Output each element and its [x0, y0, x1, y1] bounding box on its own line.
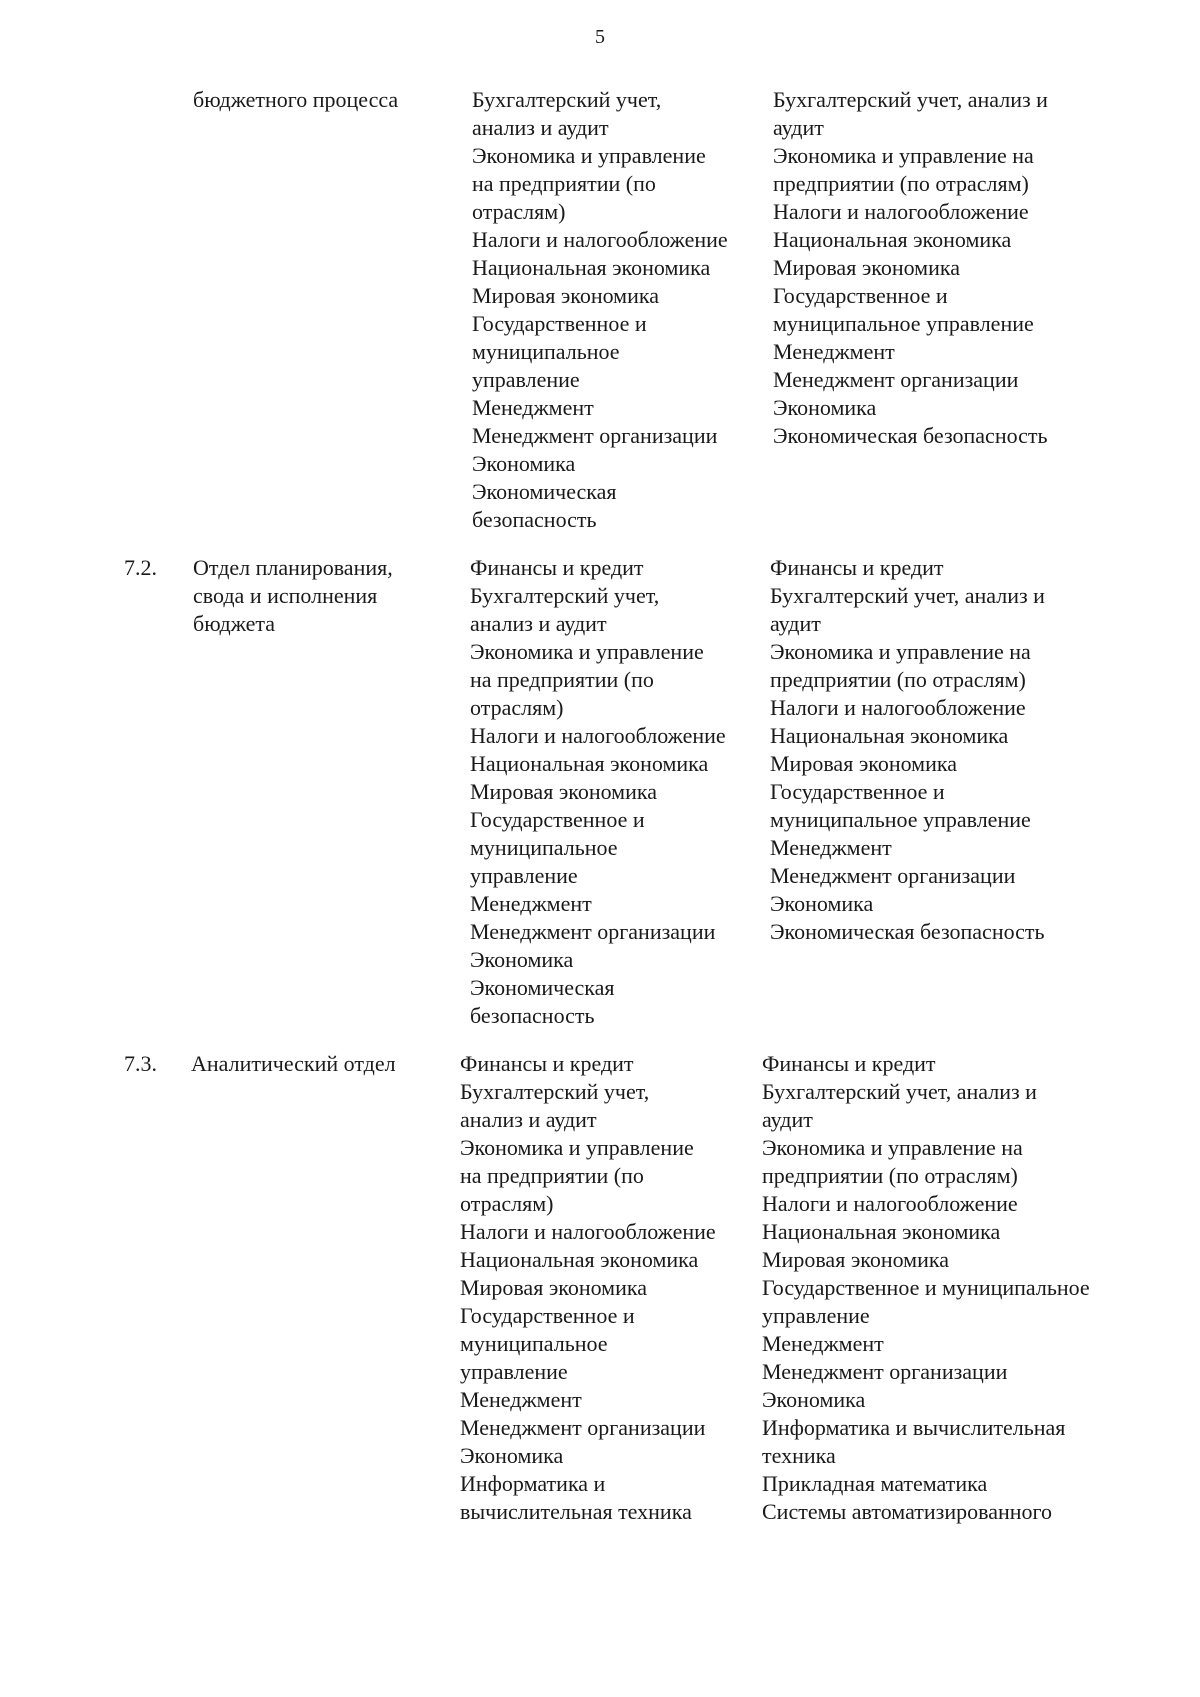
- specialty-line: Бухгалтерский учет,: [460, 1079, 650, 1104]
- specialty-line: Финансы и кредит: [762, 1051, 936, 1076]
- qualification-specialties: [770, 554, 1160, 946]
- specialty-line: Национальная экономика: [470, 751, 709, 776]
- department-line: бюджетного процесса: [193, 87, 399, 112]
- specialty-line: вычислительная техника: [460, 1499, 692, 1524]
- specialty-line: предприятии (по отраслям): [773, 171, 1029, 196]
- specialty-line: отраслям): [470, 695, 564, 720]
- specialty-line: Государственное и: [472, 311, 647, 336]
- specialty-line: Национальная экономика: [472, 255, 711, 280]
- specialty-line: Менеджмент организации: [460, 1415, 706, 1440]
- specialty-line: Финансы и кредит: [470, 555, 644, 580]
- department-line: Аналитический отдел: [191, 1051, 396, 1076]
- specialty-line: муниципальное: [460, 1331, 608, 1356]
- education-specialties: [470, 554, 770, 1030]
- specialty-line: Бухгалтерский учет,: [472, 87, 662, 112]
- education-specialties: [460, 1050, 760, 1526]
- specialty-line: Налоги и налогообложение: [472, 227, 728, 252]
- specialty-line: на предприятии (по: [460, 1163, 644, 1188]
- specialty-line: предприятии (по отраслям): [770, 667, 1026, 692]
- specialty-line: Экономика и управление на: [773, 143, 1034, 168]
- specialty-line: анализ и аудит: [470, 611, 607, 636]
- specialty-line: Экономическая безопасность: [770, 919, 1045, 944]
- specialty-line: Финансы и кредит: [770, 555, 944, 580]
- specialty-line: на предприятии (по: [472, 171, 656, 196]
- specialty-line: Государственное и: [460, 1303, 635, 1328]
- specialty-line: муниципальное: [470, 835, 618, 860]
- specialty-line: Мировая экономика: [762, 1247, 949, 1272]
- specialty-line: Мировая экономика: [773, 255, 960, 280]
- specialty-line: Экономика и управление на: [762, 1135, 1023, 1160]
- specialty-line: Экономическая безопасность: [773, 423, 1048, 448]
- specialty-line: Экономика: [460, 1443, 564, 1468]
- specialty-line: отраслям): [472, 199, 566, 224]
- specialty-line: Экономика: [762, 1387, 866, 1412]
- specialty-line: Прикладная математика: [762, 1471, 988, 1496]
- specialty-line: Мировая экономика: [460, 1275, 647, 1300]
- specialty-line: Бухгалтерский учет, анализ и: [773, 87, 1048, 112]
- specialty-line: муниципальное: [472, 339, 620, 364]
- specialty-line: Менеджмент: [460, 1387, 582, 1412]
- specialty-line: Информатика и вычислительная: [762, 1415, 1066, 1440]
- specialty-line: Экономическая: [470, 975, 615, 1000]
- specialty-line: Государственное и: [470, 807, 645, 832]
- qualification-specialties: [762, 1050, 1152, 1526]
- specialty-line: анализ и аудит: [460, 1107, 597, 1132]
- specialty-line: Менеджмент: [472, 395, 594, 420]
- specialty-line: Менеджмент организации: [762, 1359, 1008, 1384]
- specialty-line: Экономика и управление: [470, 639, 704, 664]
- specialty-line: управление: [460, 1359, 568, 1384]
- specialty-line: Бухгалтерский учет,: [470, 583, 660, 608]
- specialty-line: Государственное и: [773, 283, 948, 308]
- specialty-line: управление: [470, 863, 578, 888]
- specialty-line: Бухгалтерский учет, анализ и: [762, 1079, 1037, 1104]
- specialty-line: Экономика: [472, 451, 576, 476]
- specialty-line: Менеджмент организации: [472, 423, 718, 448]
- specialty-line: Налоги и налогообложение: [773, 199, 1029, 224]
- department-name: [193, 86, 443, 114]
- specialty-line: Экономика и управление: [472, 143, 706, 168]
- specialty-line: безопасность: [472, 507, 597, 532]
- specialty-line: Налоги и налогообложение: [770, 695, 1026, 720]
- specialty-line: Финансы и кредит: [460, 1051, 634, 1076]
- specialty-line: отраслям): [460, 1191, 554, 1216]
- specialty-line: техника: [762, 1443, 836, 1468]
- page-number: 5: [595, 26, 605, 48]
- qualification-specialties: [773, 86, 1163, 450]
- specialty-line: аудит: [773, 115, 824, 140]
- specialty-line: управление: [472, 367, 580, 392]
- specialty-line: Менеджмент организации: [773, 367, 1019, 392]
- specialty-line: муниципальное управление: [770, 807, 1031, 832]
- specialty-line: Налоги и налогообложение: [762, 1191, 1018, 1216]
- specialty-line: Менеджмент организации: [470, 919, 716, 944]
- row-number: 7.2.: [124, 555, 157, 580]
- specialty-line: безопасность: [470, 1003, 595, 1028]
- specialty-line: аудит: [770, 611, 821, 636]
- specialty-line: Экономика и управление: [460, 1135, 694, 1160]
- specialty-line: Менеджмент: [470, 891, 592, 916]
- specialty-line: Национальная экономика: [770, 723, 1009, 748]
- specialty-line: анализ и аудит: [472, 115, 609, 140]
- specialty-line: Государственное и муниципальное: [762, 1275, 1090, 1300]
- specialty-line: аудит: [762, 1107, 813, 1132]
- specialty-line: Государственное и: [770, 779, 945, 804]
- specialty-line: Бухгалтерский учет, анализ и: [770, 583, 1045, 608]
- specialty-line: Мировая экономика: [470, 779, 657, 804]
- specialty-line: Экономика: [773, 395, 877, 420]
- specialty-line: Экономика: [770, 891, 874, 916]
- specialty-line: Экономика: [470, 947, 574, 972]
- specialty-line: Менеджмент: [770, 835, 892, 860]
- specialty-line: Налоги и налогообложение: [470, 723, 726, 748]
- specialty-line: Мировая экономика: [770, 751, 957, 776]
- specialty-line: Национальная экономика: [773, 227, 1012, 252]
- specialty-line: Налоги и налогообложение: [460, 1219, 716, 1244]
- department-line: Отдел планирования,: [193, 555, 393, 580]
- education-specialties: [472, 86, 772, 534]
- specialty-line: Экономика и управление на: [770, 639, 1031, 664]
- specialty-line: Экономическая: [472, 479, 617, 504]
- row-number: 7.3.: [124, 1051, 157, 1076]
- specialty-line: Менеджмент организации: [770, 863, 1016, 888]
- specialty-line: муниципальное управление: [773, 311, 1034, 336]
- department-line: свода и исполнения: [193, 583, 378, 608]
- specialty-line: управление: [762, 1303, 870, 1328]
- specialty-line: Менеджмент: [773, 339, 895, 364]
- department-name: [193, 554, 443, 638]
- department-name: [191, 1050, 441, 1078]
- specialty-line: Менеджмент: [762, 1331, 884, 1356]
- department-line: бюджета: [193, 611, 276, 636]
- specialty-line: Информатика и: [460, 1471, 606, 1496]
- specialty-line: на предприятии (по: [470, 667, 654, 692]
- specialty-line: Национальная экономика: [460, 1247, 699, 1272]
- specialty-line: предприятии (по отраслям): [762, 1163, 1018, 1188]
- specialty-line: Мировая экономика: [472, 283, 659, 308]
- specialty-line: Системы автоматизированного: [762, 1499, 1053, 1524]
- specialty-line: Национальная экономика: [762, 1219, 1001, 1244]
